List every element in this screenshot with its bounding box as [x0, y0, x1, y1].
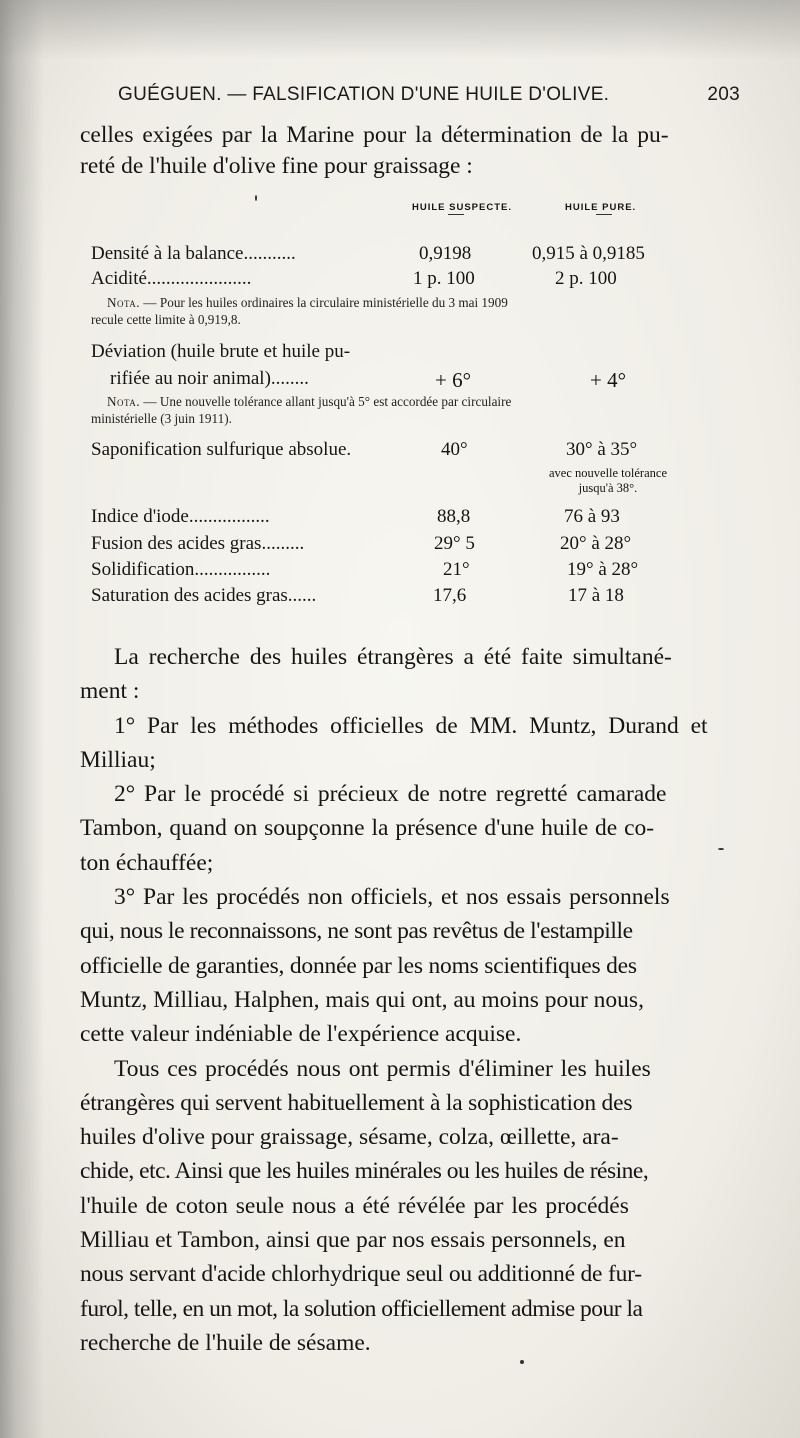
- suspect-value: 0,9198: [419, 243, 472, 264]
- row-label: Solidification................: [91, 559, 271, 580]
- table-row-label-first-line: Déviation (huile brute et huile pu-: [91, 341, 351, 362]
- row-label: rifiée au noir animal)........: [110, 368, 309, 389]
- pure-value: 17 à 18: [568, 585, 624, 606]
- suspect-value: 1 p. 100: [413, 268, 475, 289]
- suspect-value: 40°: [441, 439, 468, 460]
- text-line: cette valeur indéniable de l'expérience acquise.: [80, 1021, 522, 1048]
- text-line: Tambon, quand on soupçonne la présence d'une huile de co-: [80, 815, 655, 842]
- running-title: GUÉGUEN. — FALSIFICATION D'UNE HUILE D'OLIVE.: [118, 84, 610, 105]
- table-row: [91, 585, 624, 607]
- text-line: chide, etc. Ainsi que les huiles minérales ou les huiles de résine,: [80, 1158, 649, 1185]
- pure-value: 2 p. 100: [555, 268, 617, 289]
- text-line: La recherche des huiles étrangères a été faite simultané-: [114, 644, 672, 670]
- text-line: furol, telle, en un mot, la solution officiellement admise pour la: [80, 1295, 643, 1322]
- text-line: celles exigées par la Marine pour la détermination de la pu-: [80, 122, 669, 148]
- suspect-value: 17,6: [433, 585, 467, 606]
- text-line: qui, nous le reconnaissons, ne sont pas revêtus de l'estampille: [80, 918, 633, 945]
- note-line: jusqu'à 38°.: [578, 481, 638, 495]
- header-rule: [448, 214, 464, 215]
- text-line: Milliau;: [80, 746, 156, 773]
- row-label: Indice d'iode.................: [91, 506, 270, 527]
- text-line: Tous ces procédés nous ont permis d'éliminer les huiles: [114, 1055, 651, 1082]
- row-label: Acidité......................: [91, 268, 252, 289]
- nota-label: Nota.: [107, 394, 141, 409]
- text-line: étrangères qui servent habituellement à la sophistication des: [80, 1089, 633, 1116]
- column-header-suspect: HUILE SUSPECTE.: [412, 202, 512, 213]
- table-row: [91, 243, 645, 265]
- pure-value: 20° à 28°: [560, 533, 632, 554]
- text-line: 2° Par le procédé si précieux de notre regretté camarade: [114, 781, 667, 808]
- pure-value: 30° à 35°: [566, 439, 638, 460]
- page-number: 203: [707, 84, 740, 105]
- text-line: Muntz, Milliau, Halphen, mais qui ont, au moins pour nous,: [80, 986, 644, 1013]
- scan-edge-shadow: [0, 0, 44, 1438]
- note-text: — Une nouvelle tolérance allant jusqu'à 5° est accordée par circulaire: [143, 394, 512, 409]
- text-line: 3° Par les procédés non officiels, et nos essais personnels: [114, 884, 670, 911]
- table-note-continued: ministérielle (3 juin 1911).: [91, 411, 232, 426]
- pure-value: 19° à 28°: [567, 559, 639, 580]
- row-label: Saponification sulfurique absolue.: [91, 439, 352, 460]
- table-note-continued: recule cette limite à 0,919,8.: [91, 312, 241, 327]
- column-header-pure: HUILE PURE.: [565, 202, 637, 213]
- text-line: ment :: [80, 678, 140, 705]
- table-note: [107, 294, 508, 311]
- table-note: [107, 393, 511, 410]
- text-line: huiles d'olive pour graissage, sésame, colza, œillette, ara-: [80, 1124, 619, 1151]
- text-line: l'huile de coton seule nous a été révélée par les procédés: [80, 1192, 629, 1219]
- table-row: [91, 506, 620, 528]
- suspect-value: 88,8: [437, 506, 471, 527]
- print-speck: [520, 1360, 524, 1364]
- text-line: nous servant d'acide chlorhydrique seul ou additionné de fur-: [80, 1261, 642, 1288]
- row-label: Densité à la balance...........: [91, 243, 296, 264]
- pure-value-note: [523, 466, 693, 496]
- running-header: [110, 84, 740, 114]
- pure-value: 0,915 à 0,9185: [532, 243, 645, 264]
- print-speck: [255, 195, 257, 201]
- text-line: 1° Par les méthodes officielles de MM. Muntz, Durand et: [114, 712, 708, 739]
- note-line: avec nouvelle tolérance: [549, 466, 667, 480]
- table-row: [91, 268, 617, 290]
- note-text: — Pour les huiles ordinaires la circulaire ministérielle du 3 mai 1909: [143, 295, 508, 310]
- header-rule: [596, 214, 612, 215]
- nota-label: Nota.: [107, 295, 141, 310]
- table-row: [91, 533, 632, 555]
- text-line: Milliau et Tambon, ainsi que par nos essais personnels, en: [80, 1227, 626, 1254]
- body-text: [80, 640, 740, 1360]
- pure-value: 76 à 93: [564, 506, 620, 527]
- text-line: recherche de l'huile de sésame.: [80, 1329, 371, 1356]
- text-line: ton échauffée;: [80, 849, 214, 876]
- scan-top-shadow: [0, 0, 800, 60]
- text-line: officielle de garanties, donnée par les noms scientifiques des: [80, 952, 637, 979]
- suspect-value: 29° 5: [434, 533, 475, 554]
- table-row: [91, 559, 639, 581]
- row-label: Saturation des acides gras......: [91, 585, 317, 606]
- table-row: [110, 368, 626, 392]
- table-row: [91, 439, 638, 461]
- suspect-value: + 6°: [435, 368, 471, 392]
- text-line: reté de l'huile d'olive fine pour graissage :: [80, 153, 473, 179]
- suspect-value: 21°: [443, 559, 470, 580]
- print-speck: [718, 848, 724, 850]
- row-label: Fusion des acides gras.........: [91, 533, 305, 554]
- pure-value: + 4°: [590, 368, 626, 392]
- intro-paragraph: [80, 120, 740, 182]
